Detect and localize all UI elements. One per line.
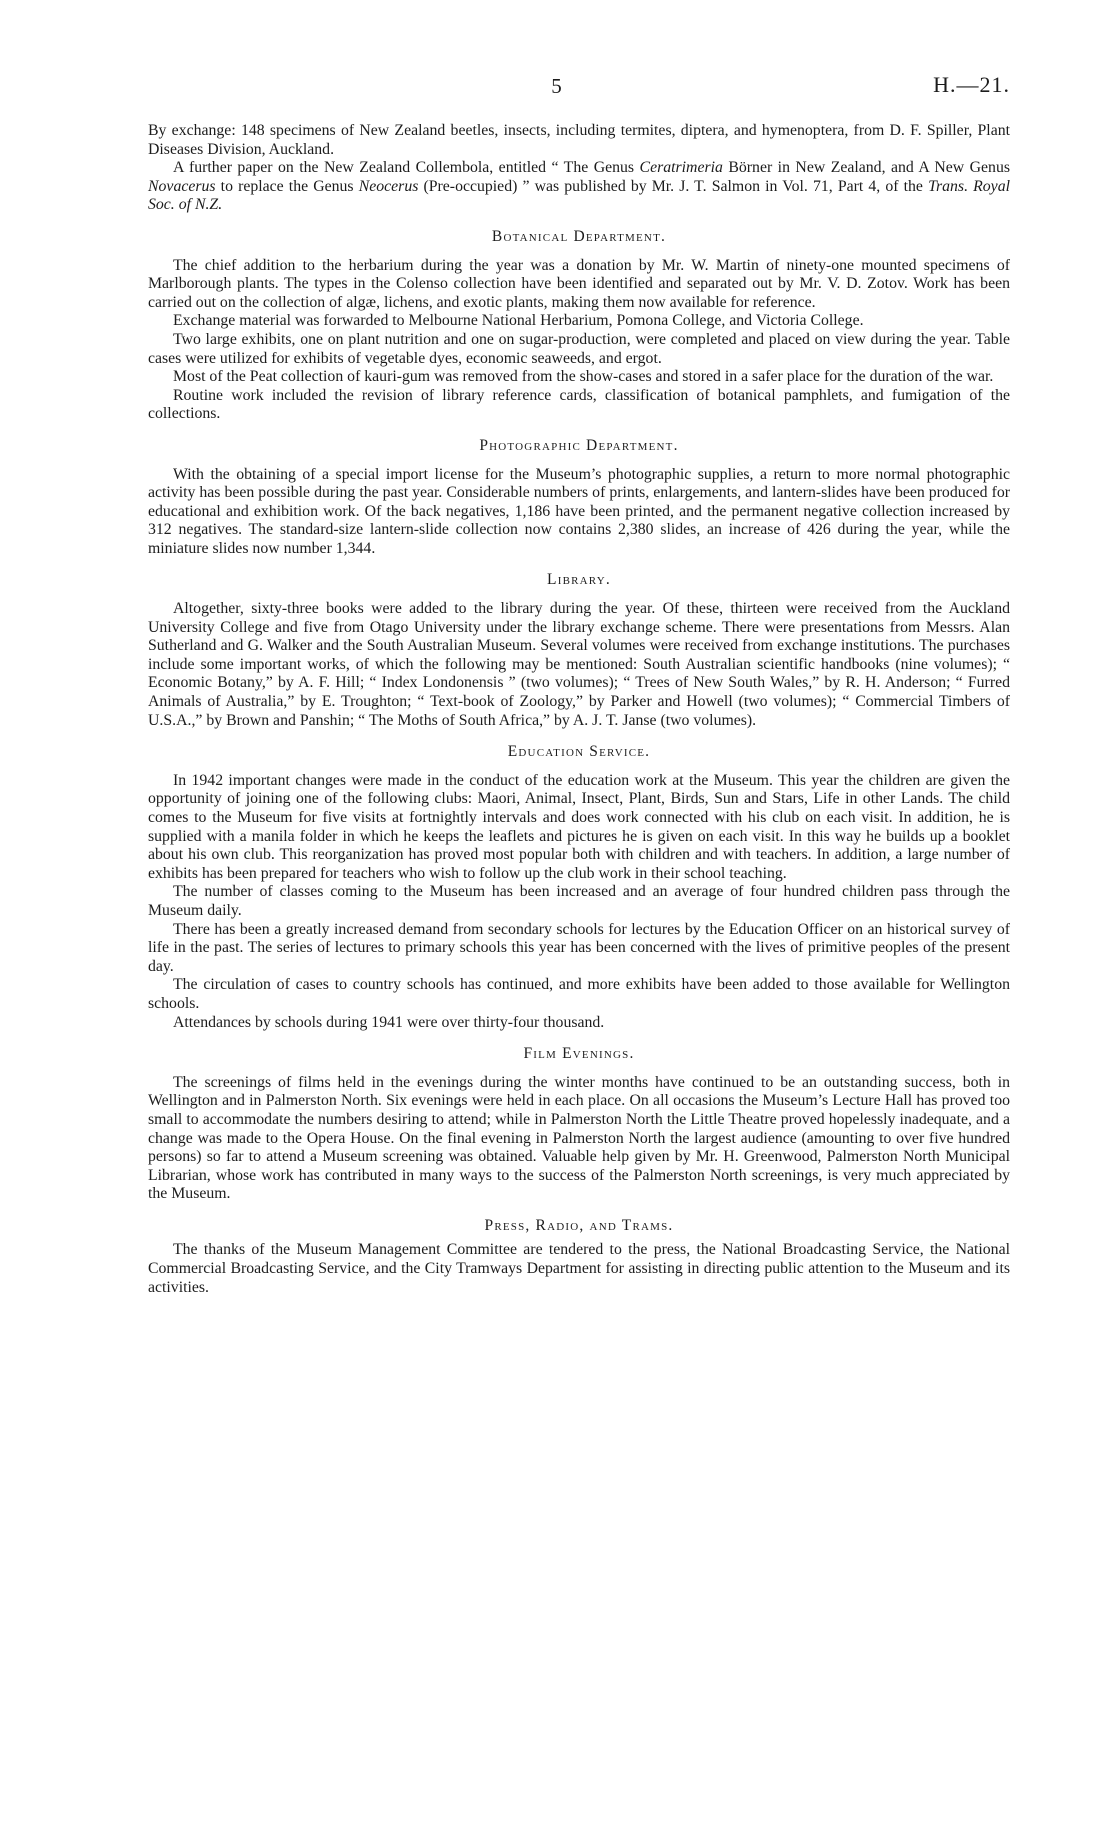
- paragraph: Attendances by schools during 1941 were over thirty-four thousand.: [173, 1013, 605, 1031]
- paragraph: With the obtaining of a special import license for the Museum’s photographic supplies, a return to more normal photographic activity has been possible during the past year. Considerable numbers of prints, enlargements, and lantern-slides have been produced for educational and exhibition work. Of the back negatives, 1,186 have been printed, and the permanent negative collection increased by 312 negatives. The standard-size lantern-slide collection now contains 2,380 slides, an increase of 426 during the year, while the miniature slides now number 1,344.: [148, 465, 1010, 557]
- paragraph: The number of classes coming to the Museum has been increased and an average of four hundred children pass through the Museum daily.: [148, 883, 1010, 919]
- paragraph: In 1942 important changes were made in the conduct of the education work at the Museum. This year the children are given the opportunity of joining one of the following clubs: Maori, Animal, Insect, Plant, Birds, Sun and Stars, Life in other Lands. The child comes to the Museum for five visits at fortnightly intervals and does work connected with his club on each visit. In addition, he is supplied with a manila folder in which he keeps the leaflets and pictures he is given on each visit. In this way he builds up a booklet about his own club. This reorganization has proved most popular both with children and with teachers. In addition, a large number of exhibits has been prepared for teachers who wish to follow up the club work in their school teaching.: [148, 771, 1010, 882]
- section-heading-film: Film Evenings.: [523, 1045, 635, 1063]
- paragraph: The circulation of cases to country schools has continued, and more exhibits have been added to those available for Wellington schools.: [148, 976, 1010, 1012]
- section-heading-press: Press, Radio, and Trams.: [484, 1216, 674, 1234]
- paragraph: The screenings of films held in the evenings during the winter months have continued to be an outstanding success, both in Wellington and in Palmerston North. Six evenings were held in each place. On all occasions the Museum’s Lecture Hall has proved too small to accommodate the numbers desiring to attend; while in Palmerston North the Little Theatre proved hopelessly inadequate, and a change was made to the Opera House. On the final evening in Palmerston North the largest audience (amounting to over five hundred persons) so far to attend a Museum screening was obtained. Valuable help given by Mr. H. Greenwood, Palmerston North Municipal Librarian, whose work has contributed in many ways to the success of the Palmerston North screenings, is very much appreciated by the Museum.: [148, 1073, 1010, 1203]
- page-number: 5: [551, 74, 563, 98]
- paragraph: Most of the Peat collection of kauri-gum was removed from the show-cases and stored in a safer place for the duration of the war.: [173, 368, 994, 386]
- document-code: H.—21.: [933, 72, 1010, 97]
- paragraph: By exchange: 148 specimens of New Zealand beetles, insects, including termites, diptera, and hymenoptera, from D. F. Spiller, Plant Diseases Division, Auckland.: [148, 122, 1010, 158]
- paragraph: Exchange material was forwarded to Melbourne National Herbarium, Pomona College, and Victoria College.: [173, 312, 864, 330]
- paragraph-collembola: A further paper on the New Zealand Collembola, entitled “ The Genus Ceratrimeria Börner in New Zealand, and A New Genus Novacerus to replace the Genus Neocerus (Pre-occupied) ” was published by Mr. J. T. Salmon in Vol. 71, Part 4, of the Trans. Royal Soc. of N.Z.: [148, 159, 1011, 214]
- paragraph: The chief addition to the herbarium during the year was a donation by Mr. W. Martin of ninety-one mounted specimens of Marlborough plants. The types in the Colenso collection have been identified and separated out by Mr. V. D. Zotov. Work has been carried out on the collection of algæ, lichens, and exotic plants, making them now available for reference.: [148, 256, 1010, 311]
- section-heading-library: Library.: [547, 571, 611, 589]
- body-text: [148, 122, 1010, 1297]
- section-heading-botanical: Botanical Department.: [491, 227, 667, 245]
- section-heading-photographic: Photographic Department.: [479, 436, 679, 454]
- section-heading-education: Education Service.: [507, 743, 651, 761]
- paragraph: Two large exhibits, one on plant nutrition and one on sugar-production, were completed and placed on view during the year. Table cases were utilized for exhibits of vegetable dyes, economic seaweeds, and ergot.: [148, 330, 1010, 367]
- paragraph: There has been a greatly increased demand from secondary schools for lectures by the Education Officer on an historical survey of life in the past. The series of lectures to primary schools this year has been concerned with the lives of primitive peoples of the present day.: [148, 920, 1010, 975]
- paragraph: Altogether, sixty-three books were added to the library during the year. Of these, thirteen were received from the Auckland University College and five from Otago University under the library exchange scheme. There were presentations from Messrs. Alan Sutherland and G. Walker and the South Australian Museum. Several volumes were received from exchange institutions. The purchases include some important works, of which the following may be mentioned: South Australian scientific handbooks (nine volumes); “ Economic Botany,” by A. F. Hill; “ Index Londonensis ” (two volumes); “ Trees of New South Wales,” by R. H. Anderson; “ Furred Animals of Australia,” by E. Troughton; “ Text-book of Zoology,” by Parker and Howell (two volumes); “ Commercial Timbers of U.S.A.,” by Brown and Panshin; “ The Moths of South Africa,” by A. J. T. Janse (two volumes).: [148, 600, 1010, 729]
- paragraph: The thanks of the Museum Management Committee are tendered to the press, the National Broadcasting Service, the National Commercial Broadcasting Service, and the City Tramways Department for assisting in directing public attention to the Museum and its activities.: [148, 1241, 1010, 1296]
- paragraph: Routine work included the revision of library reference cards, classification of botanical pamphlets, and fumigation of the collections.: [148, 386, 1010, 423]
